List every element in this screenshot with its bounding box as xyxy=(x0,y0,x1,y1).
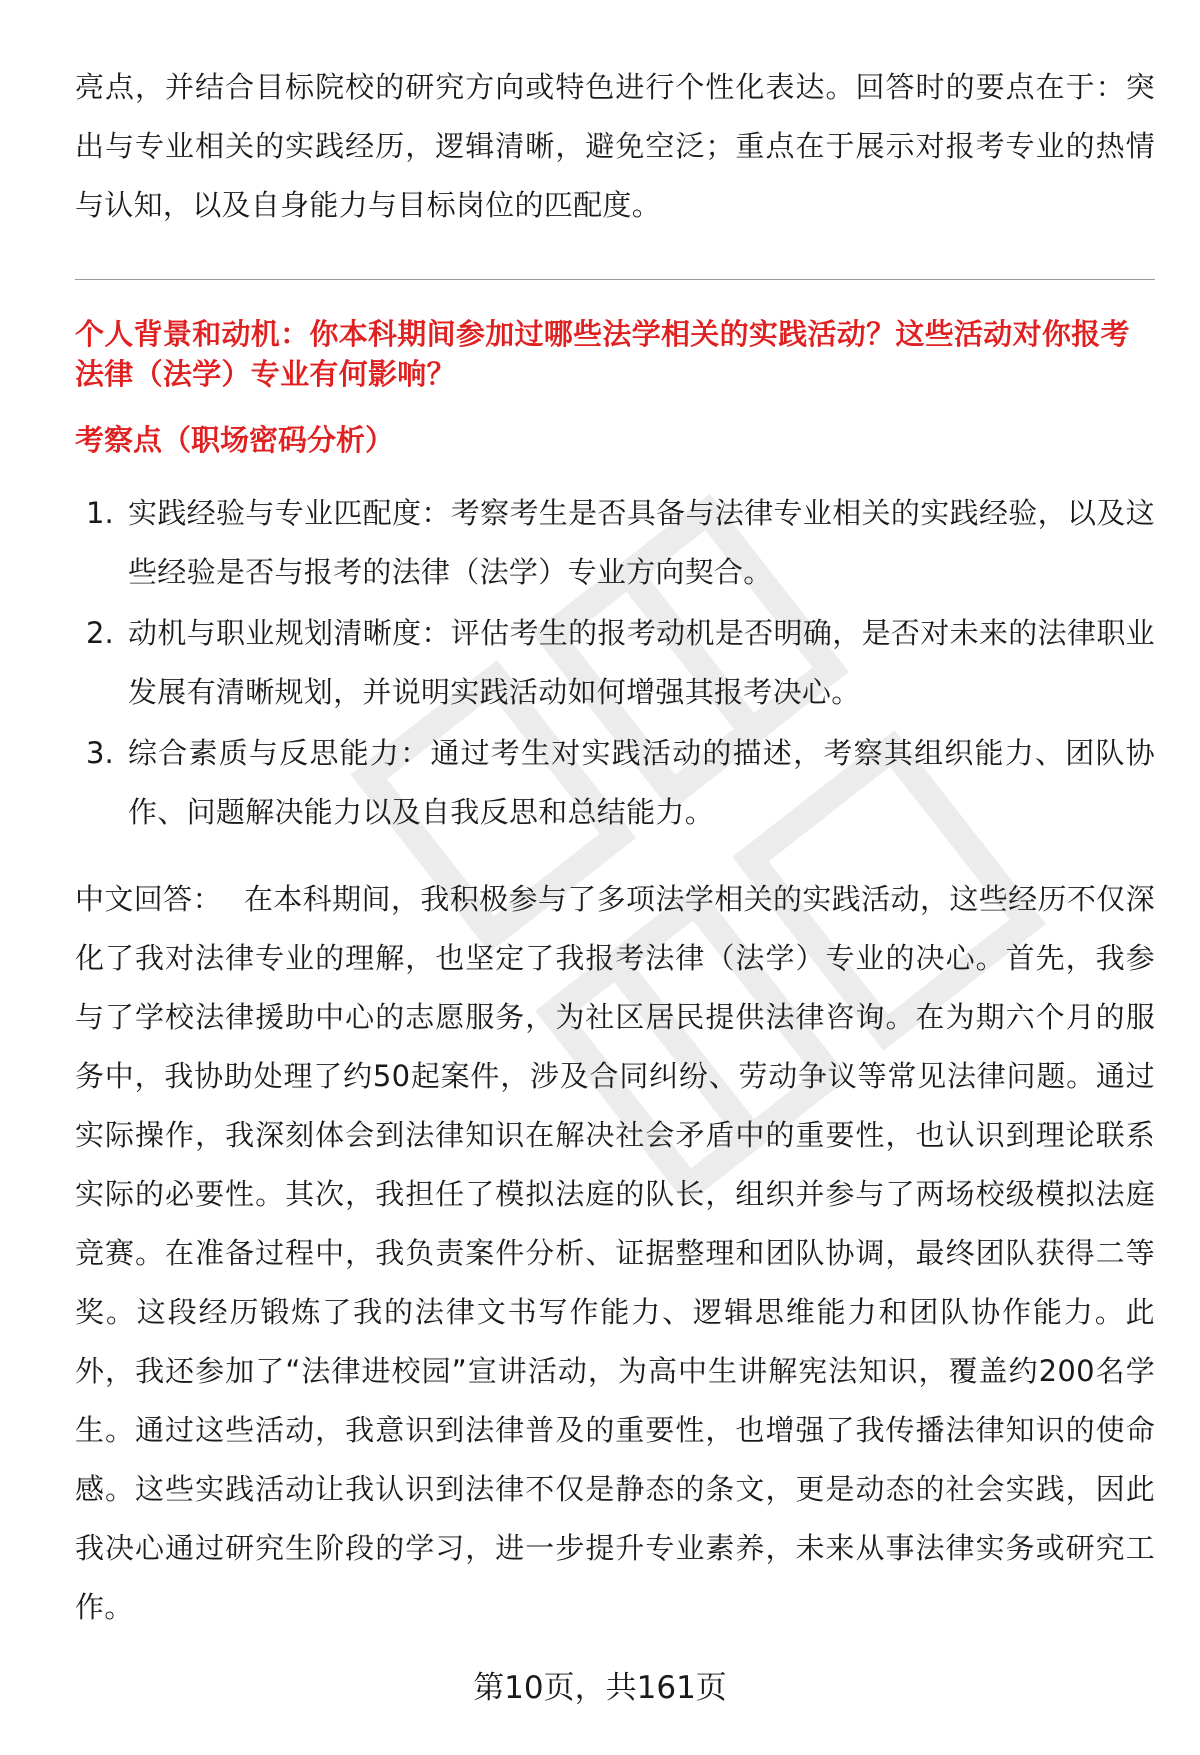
question-heading: 个人背景和动机：你本科期间参加过哪些法学相关的实践活动？这些活动对你报考法律（法学）专业有何影响？ xyxy=(75,317,1130,391)
answer-text: 在本科期间，我积极参与了多项法学相关的实践活动，这些经历不仅深化了我对法律专业的理解，也坚定了我报考法律（法学）专业的决心。首先，我参与了学校法律援助中心的志愿服务，为社区居民提供法律咨询。在为期六个月的服务中，我协助处理了约50起案件，涉及合同纠纷、劳动争议等常见法律问题。通过实际操作，我深刻体会到法律知识在解决社会矛盾中的重要性，也认识到理论联系实际的必要性。其次，我担任了模拟法庭的队长，组织并参与了两场校级模拟法庭竞赛。在准备过程中，我负责案件分析、证据整理和团队协调，最终团队获得二等奖。这段经历锻炼了我的法律文书写作能力、逻辑思维能力和团队协作能力。此外，我还参加了“法律进校园”宣讲活动，为高中生讲解宪法知识，覆盖约200名学生。通过这些活动，我意识到法律普及的重要性，也增强了我传播法律知识的使命感。这些实践活动让我认识到法律不仅是静态的条文，更是动态的社会实践，因此我决心通过研究生阶段的学习，进一步提升专业素养，未来从事法律实务或研究工作。 xyxy=(75,882,1155,1624)
analysis-heading: 考察点（职场密码分析） xyxy=(75,423,395,457)
analysis-point xyxy=(75,604,1155,722)
section-divider xyxy=(75,279,1155,280)
point-text: 综合素质与反思能力：通过考生对实践活动的描述，考察其组织能力、团队协作、问题解决能力以及自我反思和总结能力。 xyxy=(128,736,1155,829)
point-text: 实践经验与专业匹配度：考察考生是否具备与法律专业相关的实践经验，以及这些经验是否与报考的法律（法学）专业方向契合。 xyxy=(128,496,1155,589)
page-number-footer: 第10页，共161页 xyxy=(473,1670,727,1706)
answer-label: 中文回答： xyxy=(75,882,222,916)
analysis-point xyxy=(75,484,1155,602)
point-number: 1. xyxy=(86,496,114,530)
point-text: 动机与职业规划清晰度：评估考生的报考动机是否明确，是否对未来的法律职业发展有清晰规划，并说明实践活动如何增强其报考决心。 xyxy=(128,616,1155,709)
document-page xyxy=(75,58,1155,1637)
intro-paragraph: 亮点，并结合目标院校的研究方向或特色进行个性化表达。回答时的要点在于：突出与专业相关的实践经历，逻辑清晰，避免空泛；重点在于展示对报考专业的热情与认知，以及自身能力与目标岗位的匹配度。 xyxy=(75,70,1155,222)
point-number: 2. xyxy=(86,616,114,650)
point-number: 3. xyxy=(86,736,114,770)
analysis-point xyxy=(75,724,1155,842)
analysis-points-list xyxy=(75,484,1155,842)
answer-paragraph xyxy=(75,870,1155,1637)
